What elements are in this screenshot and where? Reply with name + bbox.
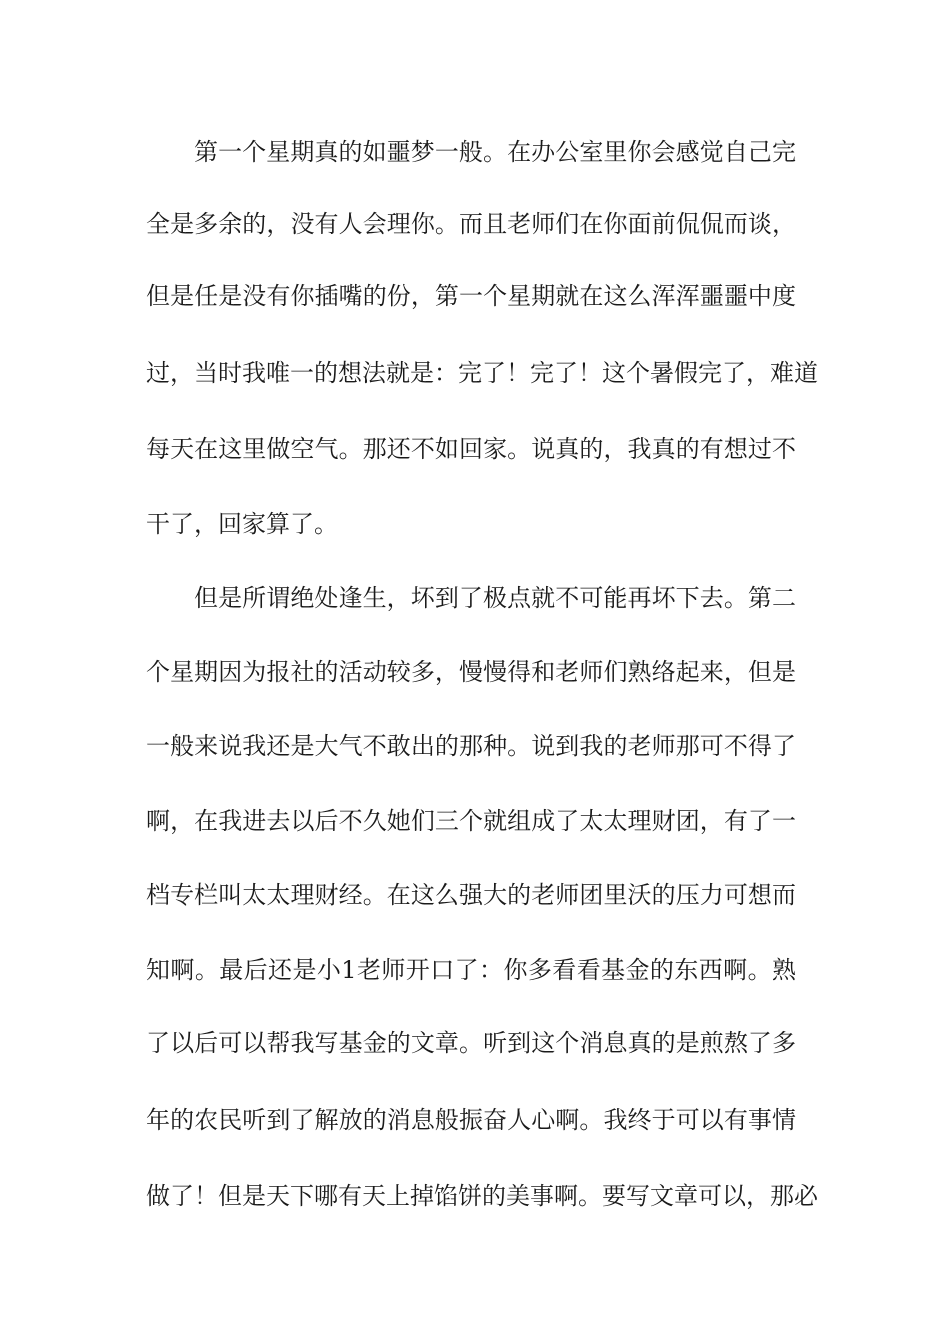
text-line: 了以后可以帮我写基金的文章。听到这个消息真的是煎熬了多	[146, 1029, 796, 1057]
text-line: 知啊。最后还是小1老师开口了：你多看看基金的东西啊。熟	[146, 956, 796, 984]
text-line: 但是任是没有你插嘴的份，第一个星期就在这么浑浑噩噩中度	[146, 282, 796, 310]
text-line: 年的农民听到了解放的消息般振奋人心啊。我终于可以有事情	[146, 1106, 796, 1134]
text-line: 全是多余的，没有人会理你。而且老师们在你面前侃侃而谈，	[146, 210, 796, 238]
text-line: 每天在这里做空气。那还不如回家。说真的，我真的有想过不	[146, 435, 796, 463]
text-line: 一般来说我还是大气不敢出的那种。说到我的老师那可不得了	[146, 732, 796, 760]
text-line: 个星期因为报社的活动较多，慢慢得和老师们熟络起来，但是	[146, 658, 796, 686]
text-line: 做了！但是天下哪有天上掉馅饼的美事啊。要写文章可以，那必	[146, 1182, 818, 1210]
text-line: 啊，在我进去以后不久她们三个就组成了太太理财团，有了一	[146, 807, 796, 835]
text-line: 干了，回家算了。	[146, 510, 338, 538]
text-line: 但是所谓绝处逢生，坏到了极点就不可能再坏下去。第二	[194, 584, 796, 612]
text-line: 第一个星期真的如噩梦一般。在办公室里你会感觉自己完	[194, 138, 796, 166]
text-line: 档专栏叫太太理财经。在这么强大的老师团里沃的压力可想而	[146, 881, 796, 909]
text-line: 过，当时我唯一的想法就是：完了！完了！这个暑假完了，难道	[146, 359, 818, 387]
